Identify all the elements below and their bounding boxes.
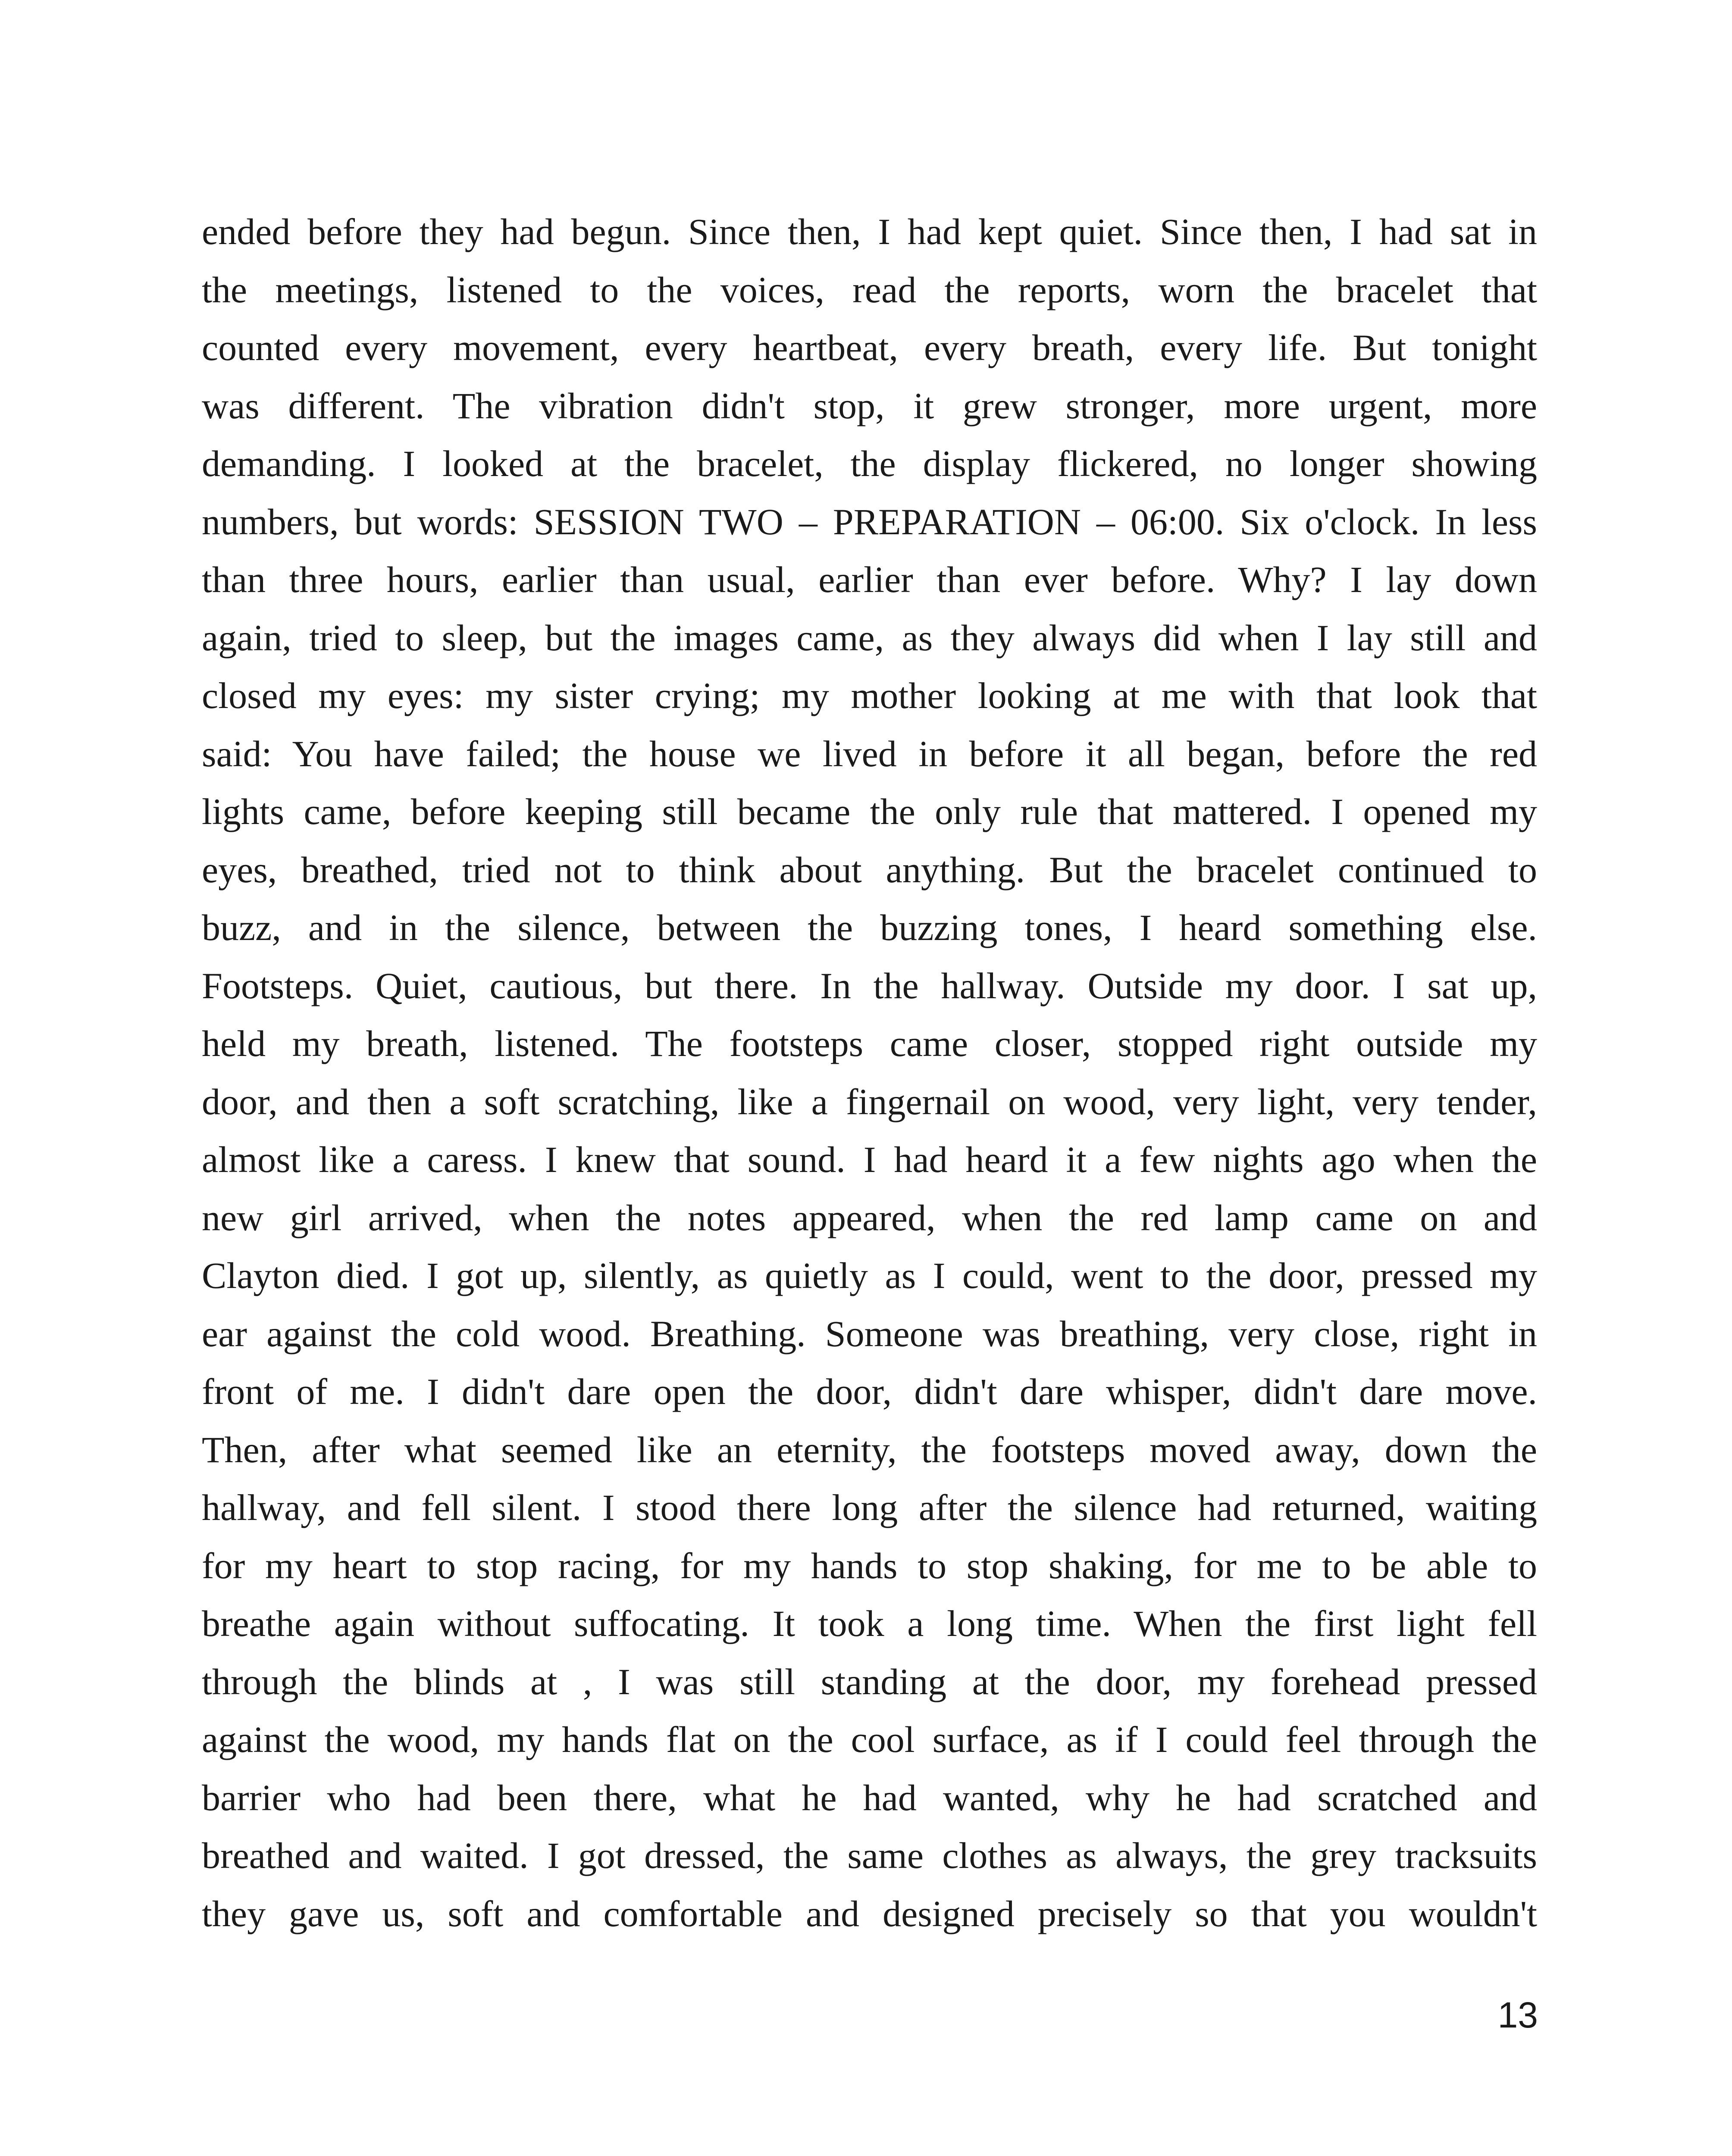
text-line: held my breath, listened. The footsteps came closer, stopped right outside my xyxy=(202,1023,1537,1064)
text-line: ear against the cold wood. Breathing. Someone was breathing, very close, right in xyxy=(202,1313,1537,1354)
text-line: ended before they had begun. Since then, I had kept quiet. Since then, I had sat in xyxy=(202,211,1537,252)
text-line: through the blinds at , I was still standing at the door, my forehead pressed xyxy=(202,1661,1537,1702)
text-line: said: You have failed; the house we lived in before it all began, before the red xyxy=(202,733,1537,774)
text-line: buzz, and in the silence, between the buzzing tones, I heard something else. xyxy=(202,907,1537,948)
text-line: again, tried to sleep, but the images came, as they always did when I lay still and xyxy=(202,617,1537,658)
text-line: Then, after what seemed like an eternity, the footsteps moved away, down the xyxy=(202,1429,1537,1470)
text-line: numbers, but words: SESSION TWO – PREPARATION – 06:00. Six o'clock. In less xyxy=(202,501,1537,542)
text-line: Footsteps. Quiet, cautious, but there. In the hallway. Outside my door. I sat up, xyxy=(202,965,1537,1006)
text-line: closed my eyes: my sister crying; my mother looking at me with that look that xyxy=(202,675,1537,716)
text-line: door, and then a soft scratching, like a fingernail on wood, very light, very tender, xyxy=(202,1081,1537,1122)
text-line: the meetings, listened to the voices, read the reports, worn the bracelet that xyxy=(202,269,1537,310)
text-line: they gave us, soft and comfortable and designed precisely so that you wouldn't xyxy=(202,1893,1537,1934)
text-line: was different. The vibration didn't stop, it grew stronger, more urgent, more xyxy=(202,385,1537,426)
text-line: demanding. I looked at the bracelet, the display flickered, no longer showing xyxy=(202,443,1537,484)
text-line: eyes, breathed, tried not to think about anything. But the bracelet continued to xyxy=(202,849,1537,890)
text-line: breathe again without suffocating. It took a long time. When the first light fell xyxy=(202,1603,1537,1644)
page-number: 13 xyxy=(1497,1995,1538,2035)
text-line: new girl arrived, when the notes appeared, when the red lamp came on and xyxy=(202,1197,1537,1238)
text-line: against the wood, my hands flat on the cool surface, as if I could feel through the xyxy=(202,1719,1537,1760)
text-line: hallway, and fell silent. I stood there long after the silence had returned, waiting xyxy=(202,1487,1537,1528)
text-line: than three hours, earlier than usual, earlier than ever before. Why? I lay down xyxy=(202,559,1537,600)
text-line: for my heart to stop racing, for my hands to stop shaking, for me to be able to xyxy=(202,1545,1537,1586)
text-line: counted every movement, every heartbeat, every breath, every life. But tonight xyxy=(202,327,1537,368)
text-line: breathed and waited. I got dressed, the same clothes as always, the grey tracksuits xyxy=(202,1835,1537,1876)
text-line: front of me. I didn't dare open the door, didn't dare whisper, didn't dare move. xyxy=(202,1371,1537,1412)
text-line: almost like a caress. I knew that sound. I had heard it a few nights ago when the xyxy=(202,1139,1537,1180)
text-line: barrier who had been there, what he had wanted, why he had scratched and xyxy=(202,1777,1537,1818)
body-text xyxy=(202,203,1537,1943)
text-line: lights came, before keeping still became the only rule that mattered. I opened my xyxy=(202,791,1537,832)
text-line: Clayton died. I got up, silently, as quietly as I could, went to the door, pressed my xyxy=(202,1255,1537,1296)
